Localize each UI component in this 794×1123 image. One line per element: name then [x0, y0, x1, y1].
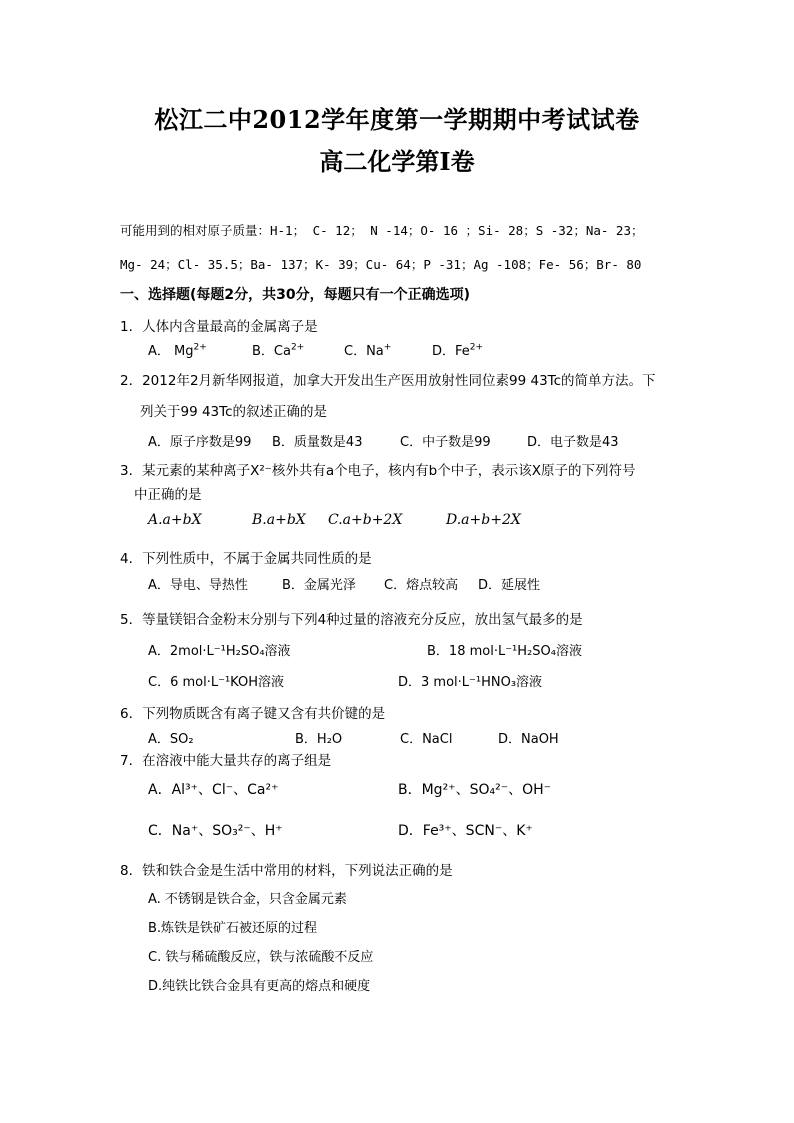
question-5-stem: 5．等量镁铝合金粉末分别与下列4种过量的溶液充分反应，放出氢气最多的是 [120, 612, 583, 628]
question-4-stem: 4．下列性质中，不属于金属共同性质的是 [120, 551, 372, 567]
question-1-option-d: D．$Fe^{2+}$ [432, 342, 484, 359]
atomic-mass-line-1: 可能用到的相对原子质量：H-1； C- 12； N -14；O- 16 ；Si- 28；S -32；Na- 23； [120, 223, 644, 238]
question-8-option-d: D.纯铁比铁合金具有更高的熔点和硬度 [148, 979, 371, 994]
question-2-stem-line-2: 列关于99 43Tc的叙述正确的是 [140, 404, 328, 420]
question-7-stem: 7．在溶液中能大量共存的离子组是 [120, 753, 332, 769]
question-7-option-a: A．Al³⁺、Cl⁻、Ca²⁺ [148, 782, 279, 798]
question-6-option-b: B．H₂O [295, 732, 343, 747]
question-6-option-a: A．SO₂ [148, 732, 194, 747]
question-1-option-a: A． $Mg^{2+}$ [148, 342, 207, 359]
question-6-stem: 6．下列物质既含有离子键又含有共价键的是 [120, 706, 386, 722]
question-7-option-c: C．Na⁺、SO₃²⁻、H⁺ [148, 823, 283, 839]
question-3-option-d: D.a+b+2X [446, 512, 521, 528]
question-4-option-d: D．延展性 [478, 578, 541, 593]
question-3-option-a: A.a+bX [148, 512, 202, 528]
question-1-option-c: C．Na+ [344, 342, 392, 359]
exam-title: 松江二中2012学年度第一学期期中考试试卷 [154, 105, 640, 134]
section-heading: 一、选择题(每题2分，共30分，每题只有一个正确选项) [120, 287, 471, 303]
question-8-option-c: C. 铁与稀硫酸反应，铁与浓硫酸不反应 [148, 950, 374, 965]
question-8-stem: 8．铁和铁合金是生活中常用的材料，下列说法正确的是 [120, 863, 453, 879]
question-2-option-d: D．电子数是43 [527, 435, 619, 450]
question-2-option-b: B．质量数是43 [272, 435, 363, 450]
question-8-option-b: B.炼铁是铁矿石被还原的过程 [148, 921, 318, 936]
question-7-option-b: B．Mg²⁺、SO₄²⁻、OH⁻ [398, 782, 552, 798]
question-4-option-c: C．熔点较高 [384, 578, 459, 593]
question-5-option-c: C．6 mol·L⁻¹KOH溶液 [148, 675, 284, 690]
question-2-option-c: C．中子数是99 [400, 435, 491, 450]
question-5-option-b: B．18 mol·L⁻¹H₂SO₄溶液 [427, 644, 582, 659]
question-6-option-c: C．NaCl [400, 732, 453, 747]
question-2-option-a: A．原子序数是99 [148, 435, 252, 450]
question-1-stem: 1．人体内含量最高的金属离子是 [120, 319, 318, 335]
question-5-option-d: D．3 mol·L⁻¹HNO₃溶液 [398, 675, 543, 690]
question-3-stem-line-1: 3．某元素的某种离子X²⁻核外共有a个电子，核内有b个中子，表示该X原子的下列符号 [120, 463, 636, 479]
exam-subtitle: 高二化学第Ⅰ卷 [319, 147, 475, 176]
question-7-option-d: D．Fe³⁺、SCN⁻、K⁺ [398, 823, 533, 839]
question-4-option-b: B．金属光泽 [282, 578, 356, 593]
question-3-option-c: C.a+b+2X [328, 512, 403, 528]
question-8-option-a: A. 不锈钢是铁合金，只含金属元素 [148, 892, 347, 907]
question-4-option-a: A．导电、导热性 [148, 578, 248, 593]
question-1-option-b: B．$Ca^{2+}$ [252, 342, 305, 359]
question-6-option-d: D．NaOH [498, 732, 559, 747]
question-3-stem-line-2: 中正确的是 [134, 487, 202, 503]
question-3-option-b: B.a+bX [252, 512, 306, 528]
atomic-mass-line-2: Mg- 24；Cl- 35.5；Ba- 137；K- 39；Cu- 64；P -31；Ag -108；Fe- 56；Br- 80 [120, 257, 642, 272]
question-2-stem-line-1: 2．2012年2月新华网报道，加拿大开发出生产医用放射性同位素99 43Tc的简单方法。下 [120, 373, 656, 389]
question-5-option-a: A．2mol·L⁻¹H₂SO₄溶液 [148, 644, 291, 659]
